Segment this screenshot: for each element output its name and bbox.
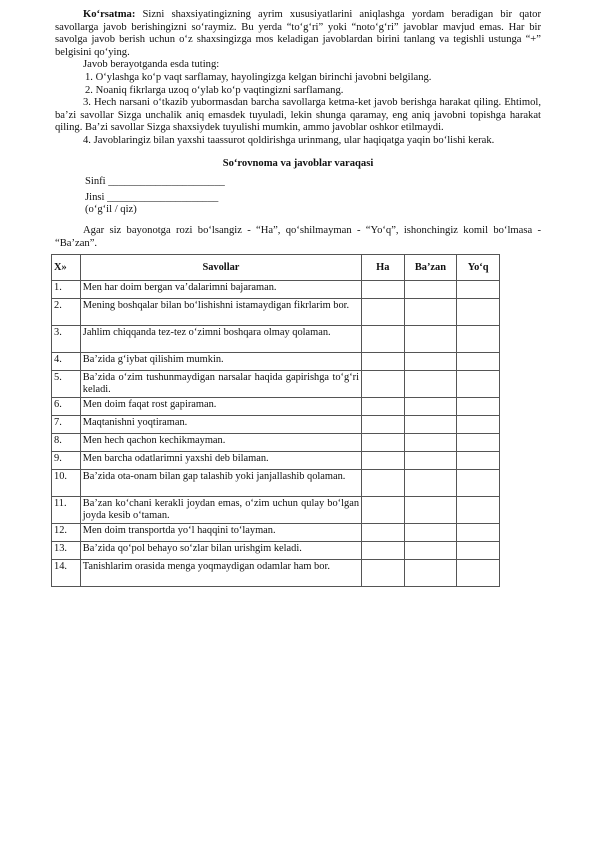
- answer-cell-sometimes[interactable]: [404, 398, 457, 416]
- answer-cell-no[interactable]: [457, 371, 500, 398]
- answer-cell-sometimes[interactable]: [404, 542, 457, 560]
- table-row: [52, 470, 500, 497]
- rule-item-1: 1. O‘ylashga ko‘p vaqt sarflamay, hayolingizga kelgan birinchi javobni belgilang.: [85, 71, 432, 83]
- table-row: [52, 326, 500, 353]
- answer-cell-yes[interactable]: [362, 326, 405, 353]
- answer-cell-no[interactable]: [457, 326, 500, 353]
- table-header-row: [52, 255, 500, 281]
- answer-cell-yes[interactable]: [362, 560, 405, 587]
- answer-cell-sometimes[interactable]: [404, 326, 457, 353]
- answer-cell-yes[interactable]: [362, 470, 405, 497]
- question-text: Ba’zida qo‘pol behayo so‘zlar bilan urishgim keladi.: [80, 542, 361, 560]
- table-row: [52, 497, 500, 524]
- answer-cell-sometimes[interactable]: [404, 416, 457, 434]
- row-number: 4.: [52, 353, 81, 371]
- question-text: Men har doim bergan va’dalarimni bajaraman.: [80, 281, 361, 299]
- row-number: 8.: [52, 434, 81, 452]
- answer-cell-no[interactable]: [457, 416, 500, 434]
- table-row: [52, 353, 500, 371]
- table-row: [52, 560, 500, 587]
- question-text: Ba’zida g‘iybat qilishim mumkin.: [80, 353, 361, 371]
- header-number: X»: [52, 255, 81, 281]
- answer-cell-no[interactable]: [457, 470, 500, 497]
- answer-cell-yes[interactable]: [362, 452, 405, 470]
- header-no: Yo‘q: [457, 255, 500, 281]
- answer-cell-yes[interactable]: [362, 299, 405, 326]
- table-row: [52, 452, 500, 470]
- instruction-paragraph: [55, 9, 541, 59]
- questionnaire-title: So‘rovnoma va javoblar varaqasi: [222, 157, 374, 169]
- table-row: [52, 542, 500, 560]
- row-number: 1.: [52, 281, 81, 299]
- answer-cell-sometimes[interactable]: [404, 452, 457, 470]
- question-text: Men doim transportda yo‘l haqqini to‘layman.: [80, 524, 361, 542]
- question-text: Men hech qachon kechikmayman.: [80, 434, 361, 452]
- answer-cell-no[interactable]: [457, 434, 500, 452]
- row-number: 10.: [52, 470, 81, 497]
- rule-item-3: 3. Hech narsani o‘tkazib yubormasdan barcha savollarga ketma-ket javob berishga harakat qiling. Ehtimol, ba’zi savollar Sizga unchalik aniq emasdek tuyuladi, lekin shunga qaramay, eng aniq javobni topishga harakat qiling. Ba’zi savollar Sizga shaxsiydek tuyulishi mumkin, ammo javoblar oshkor etilmaydi.: [55, 97, 541, 134]
- answer-cell-yes[interactable]: [362, 371, 405, 398]
- answer-cell-sometimes[interactable]: [404, 560, 457, 587]
- answer-cell-yes[interactable]: [362, 281, 405, 299]
- question-text: Tanishlarim orasida menga yoqmaydigan odamlar ham bor.: [80, 560, 361, 587]
- row-number: 9.: [52, 452, 81, 470]
- document-page: [55, 9, 541, 587]
- table-row: [52, 299, 500, 326]
- row-number: 11.: [52, 497, 81, 524]
- row-number: 7.: [52, 416, 81, 434]
- answer-cell-sometimes[interactable]: [404, 353, 457, 371]
- answer-cell-no[interactable]: [457, 542, 500, 560]
- question-text: Ba’zan ko‘chani kerakli joydan emas, o‘zim uchun qulay bo‘lgan joyda kesib o‘taman.: [80, 497, 361, 524]
- row-number: 6.: [52, 398, 81, 416]
- answer-cell-sometimes[interactable]: [404, 371, 457, 398]
- table-row: [52, 371, 500, 398]
- header-sometimes: Ba’zan: [404, 255, 457, 281]
- rule-item-4: 4. Javoblaringiz bilan yaxshi taassurot qoldirishga urinmang, ular haqiqatga yaqin bo‘lishi kerak.: [83, 134, 495, 146]
- answer-instruction: Agar siz bayonotga rozi bo‘lsangiz - “Ha”, qo‘shilmayman - “Yo‘q”, ishonchingiz komil bo‘lmasa - “Ba’zan”.: [55, 224, 541, 249]
- rules-heading: Javob berayotganda esda tuting:: [83, 59, 220, 71]
- questionnaire-table: [51, 254, 500, 587]
- answer-cell-no[interactable]: [457, 299, 500, 326]
- answer-cell-sometimes[interactable]: [404, 470, 457, 497]
- table-row: [52, 398, 500, 416]
- table-row: [52, 524, 500, 542]
- question-text: Ba’zida o‘zim tushunmaydigan narsalar haqida gapirishga to‘g‘ri keladi.: [80, 371, 361, 398]
- answer-cell-sometimes[interactable]: [404, 524, 457, 542]
- answer-cell-no[interactable]: [457, 398, 500, 416]
- row-number: 13.: [52, 542, 81, 560]
- row-number: 5.: [52, 371, 81, 398]
- row-number: 2.: [52, 299, 81, 326]
- answer-cell-no[interactable]: [457, 524, 500, 542]
- note-label: Ko‘rsatma:: [83, 9, 136, 20]
- rule-item-2: 2. Noaniq fikrlarga uzoq o‘ylab ko‘p vaqtingizni sarflamang.: [85, 84, 344, 96]
- answer-cell-no[interactable]: [457, 497, 500, 524]
- answer-cell-sometimes[interactable]: [404, 497, 457, 524]
- class-field: Sinfi ______________________: [85, 176, 225, 188]
- answer-cell-yes[interactable]: [362, 353, 405, 371]
- question-text: Mening boshqalar bilan bo‘lishishni istamaydigan fikrlarim bor.: [80, 299, 361, 326]
- question-text: Maqtanishni yoqtiraman.: [80, 416, 361, 434]
- gender-hint: (o‘g‘il / qiz): [85, 204, 137, 216]
- answer-cell-sometimes[interactable]: [404, 434, 457, 452]
- answer-cell-no[interactable]: [457, 281, 500, 299]
- question-text: Jahlim chiqqanda tez-tez o‘zimni boshqara olmay qolaman.: [80, 326, 361, 353]
- answer-cell-no[interactable]: [457, 452, 500, 470]
- answer-cell-sometimes[interactable]: [404, 281, 457, 299]
- answer-cell-yes[interactable]: [362, 524, 405, 542]
- header-yes: Ha: [362, 255, 405, 281]
- answer-cell-yes[interactable]: [362, 416, 405, 434]
- table-row: [52, 281, 500, 299]
- question-text: Men barcha odatlarimni yaxshi deb bilaman.: [80, 452, 361, 470]
- row-number: 3.: [52, 326, 81, 353]
- note-text: Sizni shaxsiyatingizning ayrim xususiyatlarini aniqlashga yordam beradigan bir qator savollarga javob berishingizni so‘raymiz. Bu yerda “to‘g‘ri” yoki “noto‘g‘ri” javoblar mavjud emas. Har bir savolga javob berish uchun o‘z shaxsingizga mos keladigan javoblardan birini tanlang va tegishli ustunga “+” belgisini qo‘ying.: [55, 9, 541, 58]
- question-text: Ba’zida ota-onam bilan gap talashib yoki janjallashib qolaman.: [80, 470, 361, 497]
- row-number: 14.: [52, 560, 81, 587]
- table-row: [52, 416, 500, 434]
- answer-cell-no[interactable]: [457, 560, 500, 587]
- table-row: [52, 434, 500, 452]
- answer-cell-yes[interactable]: [362, 434, 405, 452]
- answer-cell-yes[interactable]: [362, 398, 405, 416]
- answer-cell-sometimes[interactable]: [404, 299, 457, 326]
- row-number: 12.: [52, 524, 81, 542]
- answer-cell-yes[interactable]: [362, 542, 405, 560]
- answer-cell-no[interactable]: [457, 353, 500, 371]
- question-text: Men doim faqat rost gapiraman.: [80, 398, 361, 416]
- gender-field: Jinsi _____________________: [85, 191, 219, 203]
- answer-cell-yes[interactable]: [362, 497, 405, 524]
- header-questions: Savollar: [80, 255, 361, 281]
